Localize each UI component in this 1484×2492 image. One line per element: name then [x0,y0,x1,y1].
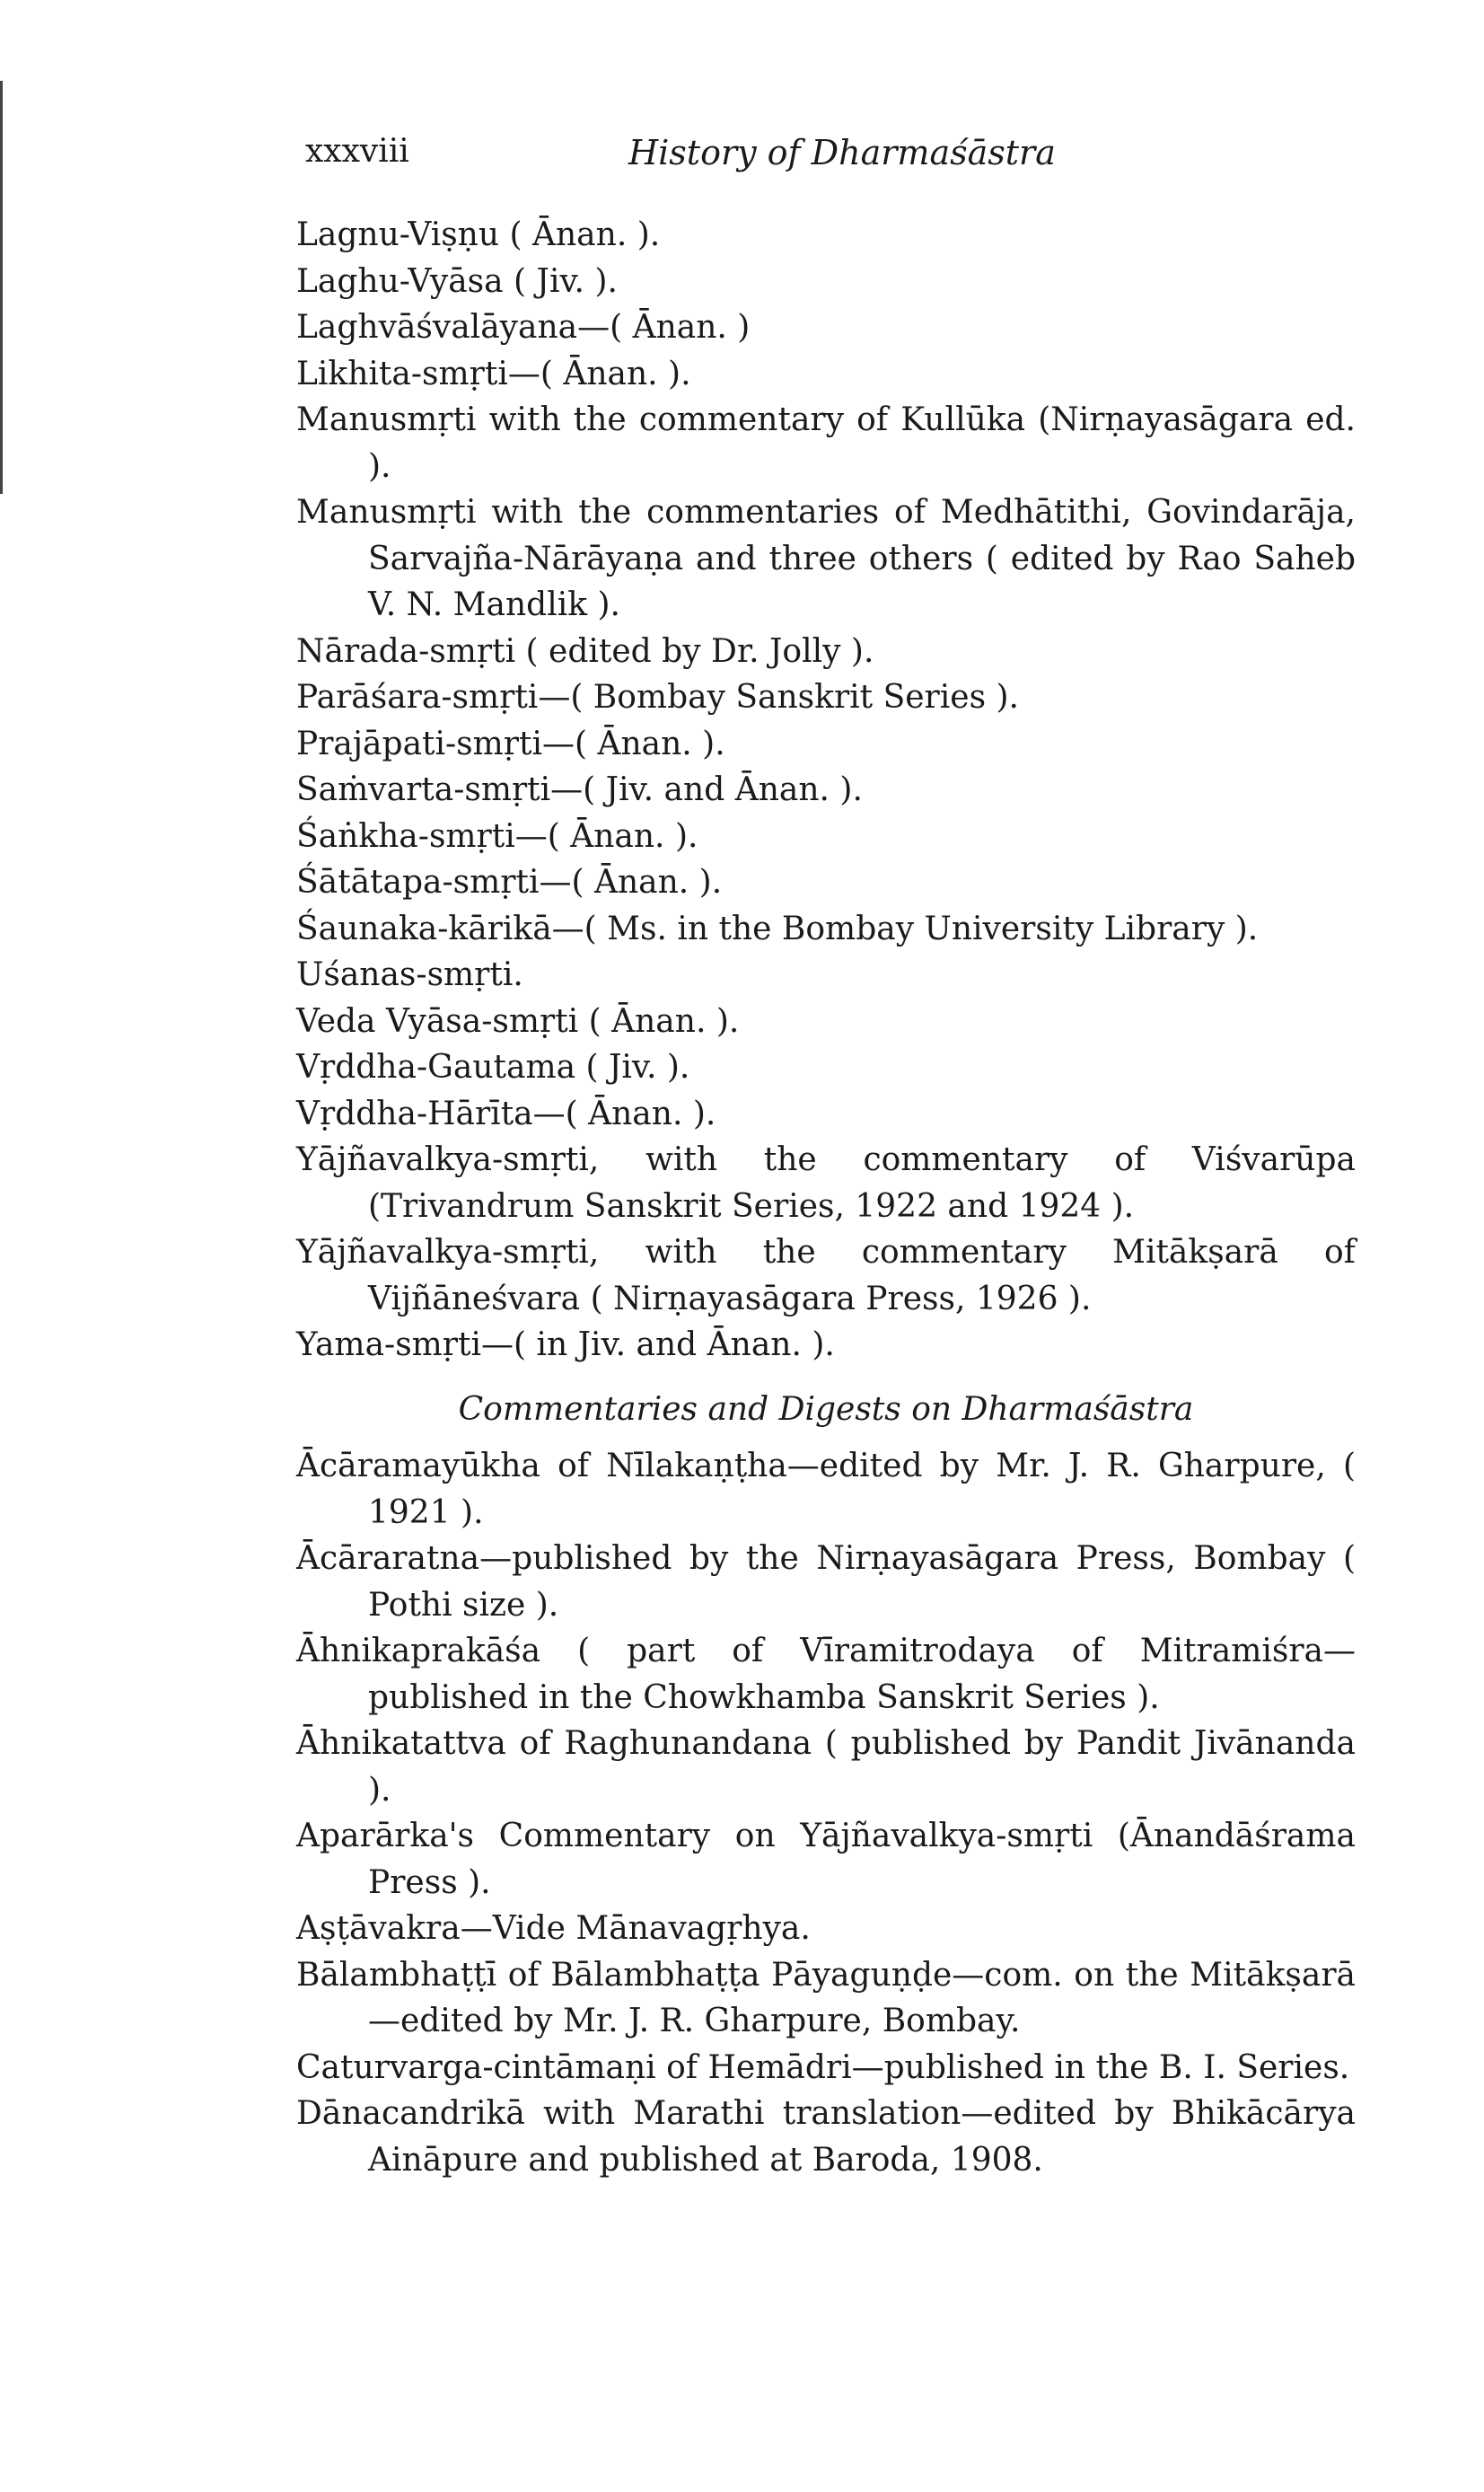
section-heading: Commentaries and Digests on Dharmaśāstra [458,1390,1194,1428]
smrti-list [296,212,1356,1369]
list-item: Dānacandrikā with Marathi translation—edited by Bhikācārya Aināpure and published at Baroda, 1908. [296,2095,1356,2179]
page-header [305,133,1347,187]
list-item: Vṛddha-Hārīta—( Ānan. ). [296,1095,716,1132]
list-item: Saṁvarta-smṛti—( Jiv. and Ānan. ). [296,771,863,808]
list-item: Aṣṭāvakra—Vide Mānavagṛhya. [296,1910,811,1947]
list-item: Śātātapa-smṛti—( Ānan. ). [296,864,723,901]
list-item: Śaṅkha-smṛti—( Ānan. ). [296,817,698,855]
list-item: Lagnu-Viṣṇu ( Ānan. ). [296,216,661,253]
list-item: Laghu-Vyāsa ( Jiv. ). [296,262,618,300]
list-item: Manusmṛti with the commentary of Kullūka (Nirṇayasāgara ed. ). [296,401,1356,485]
list-item: Caturvarga-cintāmaṇi of Hemādri—published in the B. I. Series. [296,2048,1350,2086]
list-item: Ācāramayūkha of Nīlakaṇṭha—edited by Mr. J. R. Gharpure, ( 1921 ). [296,1448,1356,1531]
list-item: Likhita-smṛti—( Ānan. ). [296,355,691,392]
list-item: Prajāpati-smṛti—( Ānan. ). [296,725,725,762]
list-item: Āhnikaprakāśa ( part of Vīramitrodaya of Mitramiśra—published in the Chowkhamba Sanskrit Series ). [296,1633,1356,1716]
list-item: Yama-smṛti—( in Jiv. and Ānan. ). [296,1326,835,1363]
list-item: Laghvāśvalāyana—( Ānan. ) [296,309,751,346]
list-item: Yājñavalkya-smṛti, with the commentary of Viśvarūpa (Trivandrum Sanskrit Series, 1922 and 1924 ). [296,1141,1356,1225]
page-edge-mark [0,81,3,494]
list-item: Yājñavalkya-smṛti, with the commentary Mitākṣarā of Vijñāneśvara ( Nirṇayasāgara Press, 1926 ). [296,1234,1356,1317]
list-item: Veda Vyāsa-smṛti ( Ānan. ). [296,1002,740,1040]
list-item: Bālambhaṭṭī of Bālambhaṭṭa Pāyaguṇḍe—com. on the Mitākṣarā—edited by Mr. J. R. Gharpure, Bombay. [296,1956,1356,2039]
running-title: History of Dharmaśāstra [628,133,1056,172]
list-item: Nārada-smṛti ( edited by Dr. Jolly ). [296,632,874,670]
list-item: Śaunaka-kārikā—( Ms. in the Bombay University Library ). [296,910,1259,947]
list-item: Āhnikatattva of Raghunandana ( published by Pandit Jivānanda ). [296,1725,1356,1809]
list-item: Uśanas-smṛti. [296,956,523,993]
list-item: Parāśara-smṛti—( Bombay Sanskrit Series ). [296,679,1019,716]
list-item: Aparārka's Commentary on Yājñavalkya-smṛti (Ānandāśrama Press ). [296,1818,1356,1901]
page-body [296,212,1356,2183]
list-item: Vṛddha-Gautama ( Jiv. ). [296,1049,690,1086]
page-number: xxxviii [305,133,409,170]
list-item: Manusmṛti with the commentaries of Medhātithi, Govindarāja, Sarvajña-Nārāyaṇa and three others ( edited by Rao Saheb V. N. Mandlik ). [296,494,1356,623]
digest-list [296,1443,1356,2183]
list-item: Ācāraratna—published by the Nirṇayasāgara Press, Bombay ( Pothi size ). [296,1540,1356,1624]
